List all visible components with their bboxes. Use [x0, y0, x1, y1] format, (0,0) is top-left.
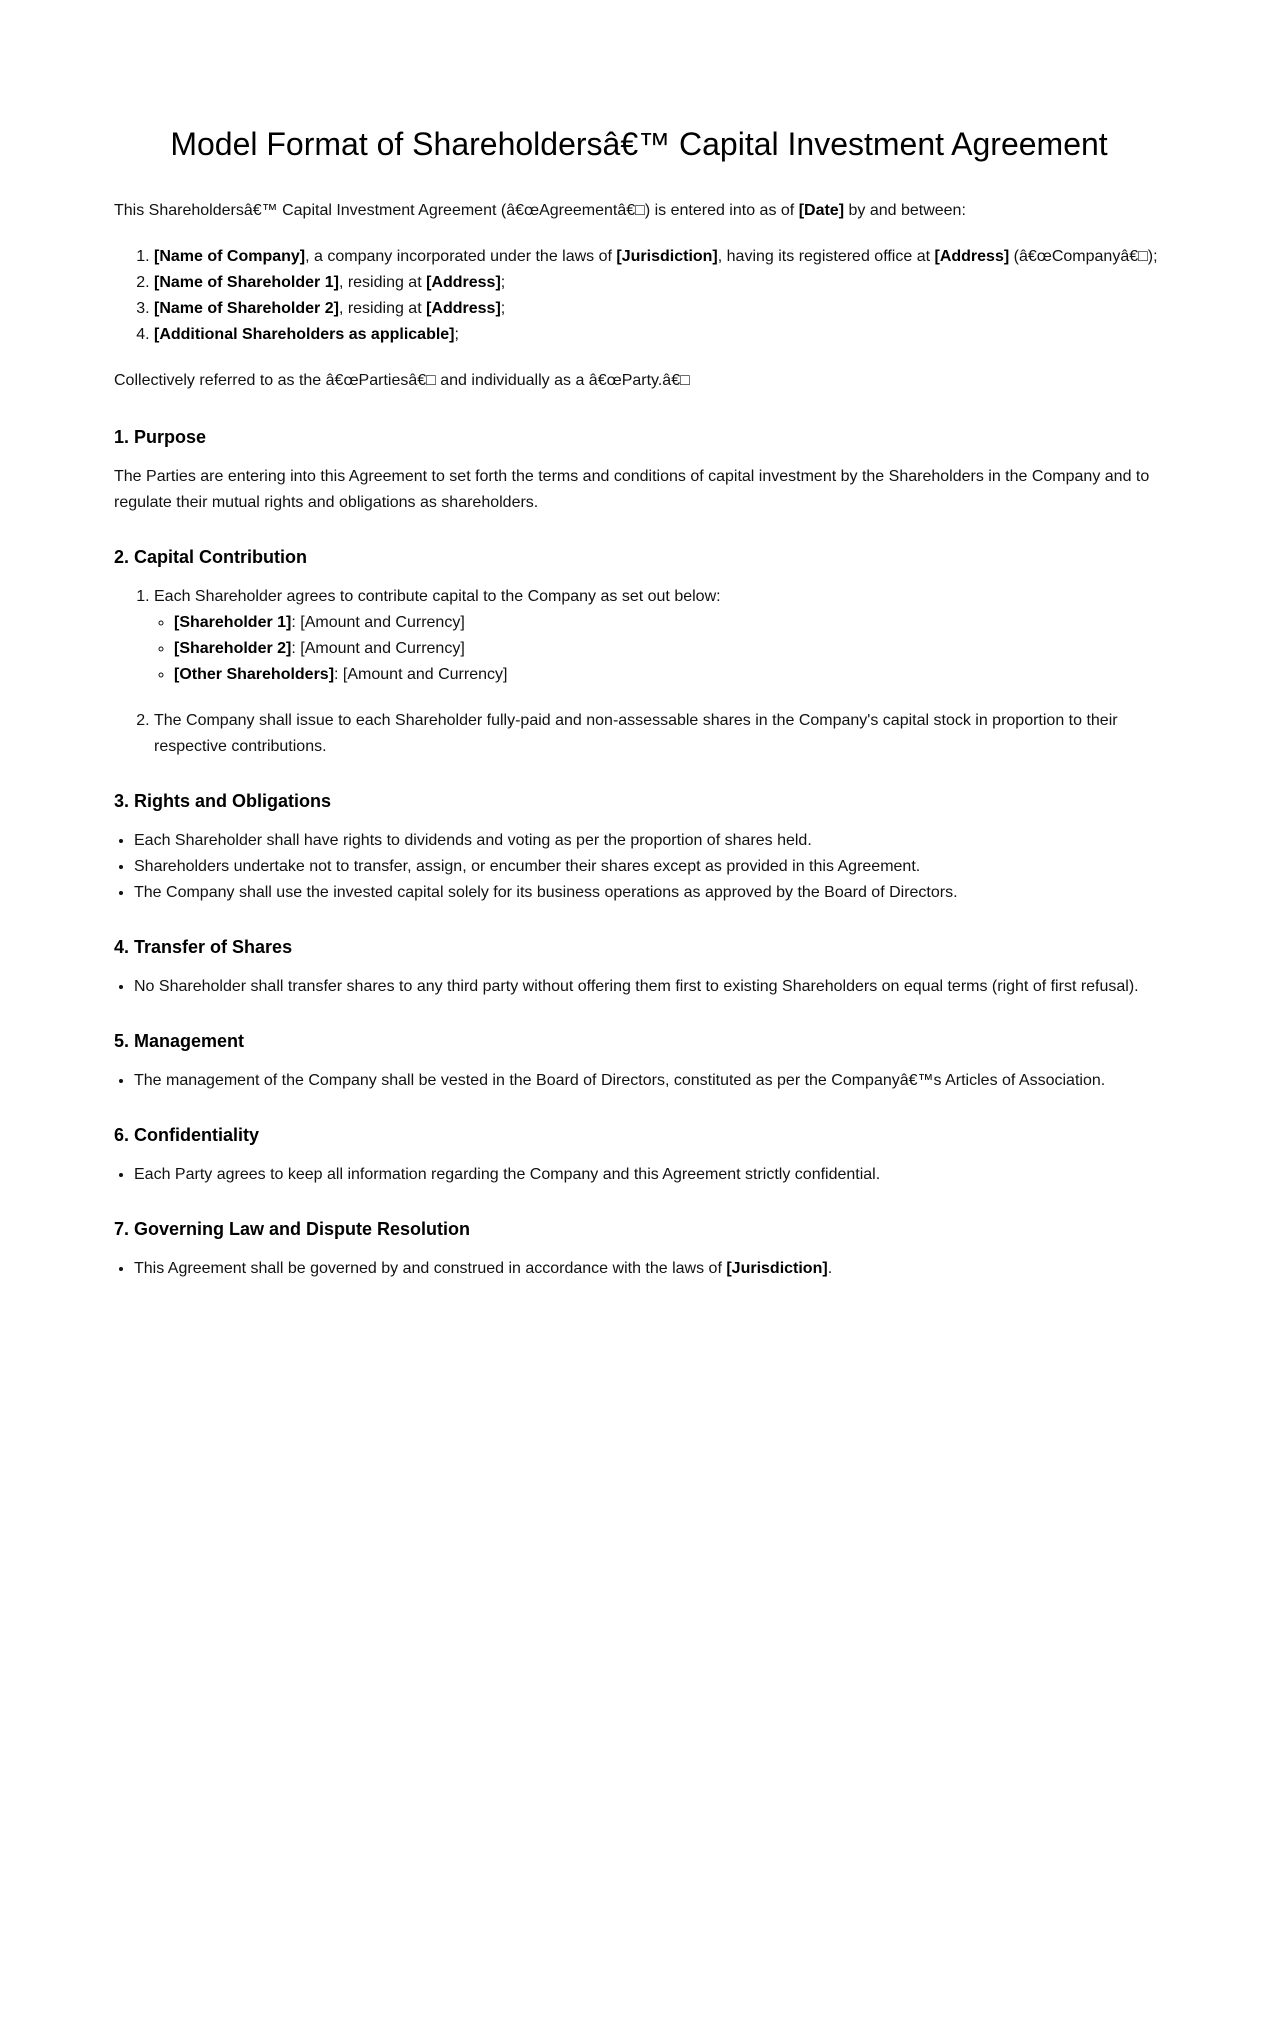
party-text: , residing at	[338, 300, 427, 317]
list-item: • Shareholders undertake not to transfer, assign, or encumber their shares except as provided in this Agreement.	[134, 854, 1164, 880]
capital-item	[154, 584, 1164, 688]
list-item: • Each Shareholder shall have rights to dividends and voting as per the proportion of shares held.	[134, 828, 1164, 854]
section-heading-capital-contribution: 2. Capital Contribution	[114, 547, 307, 567]
company-name-placeholder: [Name of Company]	[154, 248, 306, 265]
section-heading-management: 5. Management	[114, 1031, 245, 1051]
address-placeholder: [Address]	[426, 274, 501, 291]
contribution-value: : [Amount and Currency]	[334, 666, 508, 683]
transfer-list	[114, 974, 1164, 1000]
date-placeholder: [Date]	[798, 202, 845, 219]
party-text: ;	[454, 326, 459, 343]
contribution-value: : [Amount and Currency]	[291, 614, 465, 631]
jurisdiction-placeholder: [Jurisdiction]	[616, 248, 718, 265]
contribution-value: : [Amount and Currency]	[291, 640, 465, 657]
law-text: This Agreement shall be governed by and construed in accordance with the laws of	[134, 1260, 727, 1277]
shareholder-2-placeholder: [Name of Shareholder 2]	[154, 300, 339, 317]
list-item: • Each Party agrees to keep all information regarding the Company and this Agreement strictly confidential.	[134, 1162, 1164, 1188]
governing-law-list	[114, 1256, 1164, 1282]
list-item: • The management of the Company shall be vested in the Board of Directors, constituted as per the Companyâ€™s Articles of Association.	[134, 1068, 1164, 1094]
section-heading-governing-law: 7. Governing Law and Dispute Resolution	[114, 1219, 471, 1239]
list-item: • The Company shall use the invested capital solely for its business operations as approved by the Board of Directors.	[134, 880, 1164, 906]
confidentiality-list	[114, 1162, 1164, 1188]
party-item	[154, 270, 1164, 296]
contribution-label: [Shareholder 2]	[174, 640, 292, 657]
party-text: ;	[500, 300, 506, 317]
party-item	[154, 322, 1164, 348]
law-text-end: .	[827, 1260, 833, 1277]
contribution-item	[174, 662, 1164, 688]
jurisdiction-placeholder: [Jurisdiction]	[726, 1260, 828, 1277]
document-title: Model Format of Shareholdersâ€™ Capital Investment Agreement	[170, 126, 1108, 162]
management-list	[114, 1068, 1164, 1094]
collective-definition: Collectively referred to as the â€œPartiesâ€□ and individually as a â€œParty.â€□	[114, 372, 690, 389]
section-heading-confidentiality: 6. Confidentiality	[114, 1125, 260, 1145]
list-item: • No Shareholder shall transfer shares to any third party without offering them first to existing Shareholders on equal terms (right of first refusal).	[134, 974, 1164, 1000]
contribution-item	[174, 636, 1164, 662]
section-heading-rights-obligations: 3. Rights and Obligations	[114, 791, 332, 811]
list-item	[134, 1256, 1164, 1282]
party-item	[154, 296, 1164, 322]
section-heading-transfer-of-shares: 4. Transfer of Shares	[114, 937, 293, 957]
parties-list	[114, 244, 1164, 348]
address-placeholder: [Address]	[934, 248, 1010, 265]
party-item	[154, 244, 1164, 270]
contribution-label: [Shareholder 1]	[174, 614, 292, 631]
address-placeholder: [Address]	[426, 300, 501, 317]
contribution-item	[174, 610, 1164, 636]
contribution-label: [Other Shareholders]	[174, 666, 335, 683]
party-text: , residing at	[338, 274, 427, 291]
purpose-body: The Parties are entering into this Agreement to set forth the terms and conditions of capital investment by the Shareholders in the Company and to regulate their mutual rights and obligations as shareholders.	[114, 468, 1150, 511]
intro-paragraph	[114, 198, 1164, 224]
capital-item: 2. The Company shall issue to each Shareholder fully-paid and non-assessable shares in the Company's capital stock in proportion to their respective contributions.	[154, 708, 1164, 760]
party-text: , having its registered office at	[717, 248, 935, 265]
capital-item-text: Each Shareholder agrees to contribute capital to the Company as set out below:	[154, 588, 721, 605]
capital-contribution-list	[114, 584, 1164, 760]
section-heading-purpose: 1. Purpose	[114, 427, 207, 447]
intro-text-end: by and between:	[844, 202, 966, 219]
rights-list	[114, 828, 1164, 906]
party-text: ;	[500, 274, 506, 291]
party-text: (â€œCompanyâ€□);	[1009, 248, 1158, 265]
shareholder-1-placeholder: [Name of Shareholder 1]	[154, 274, 339, 291]
intro-text: This Shareholdersâ€™ Capital Investment Agreement (â€œAgreementâ€□) is entered into as of	[114, 202, 799, 219]
party-text: , a company incorporated under the laws of	[305, 248, 617, 265]
contribution-sublist	[154, 610, 1164, 688]
additional-shareholders-placeholder: [Additional Shareholders as applicable]	[154, 326, 455, 343]
document-page	[114, 0, 1164, 1282]
